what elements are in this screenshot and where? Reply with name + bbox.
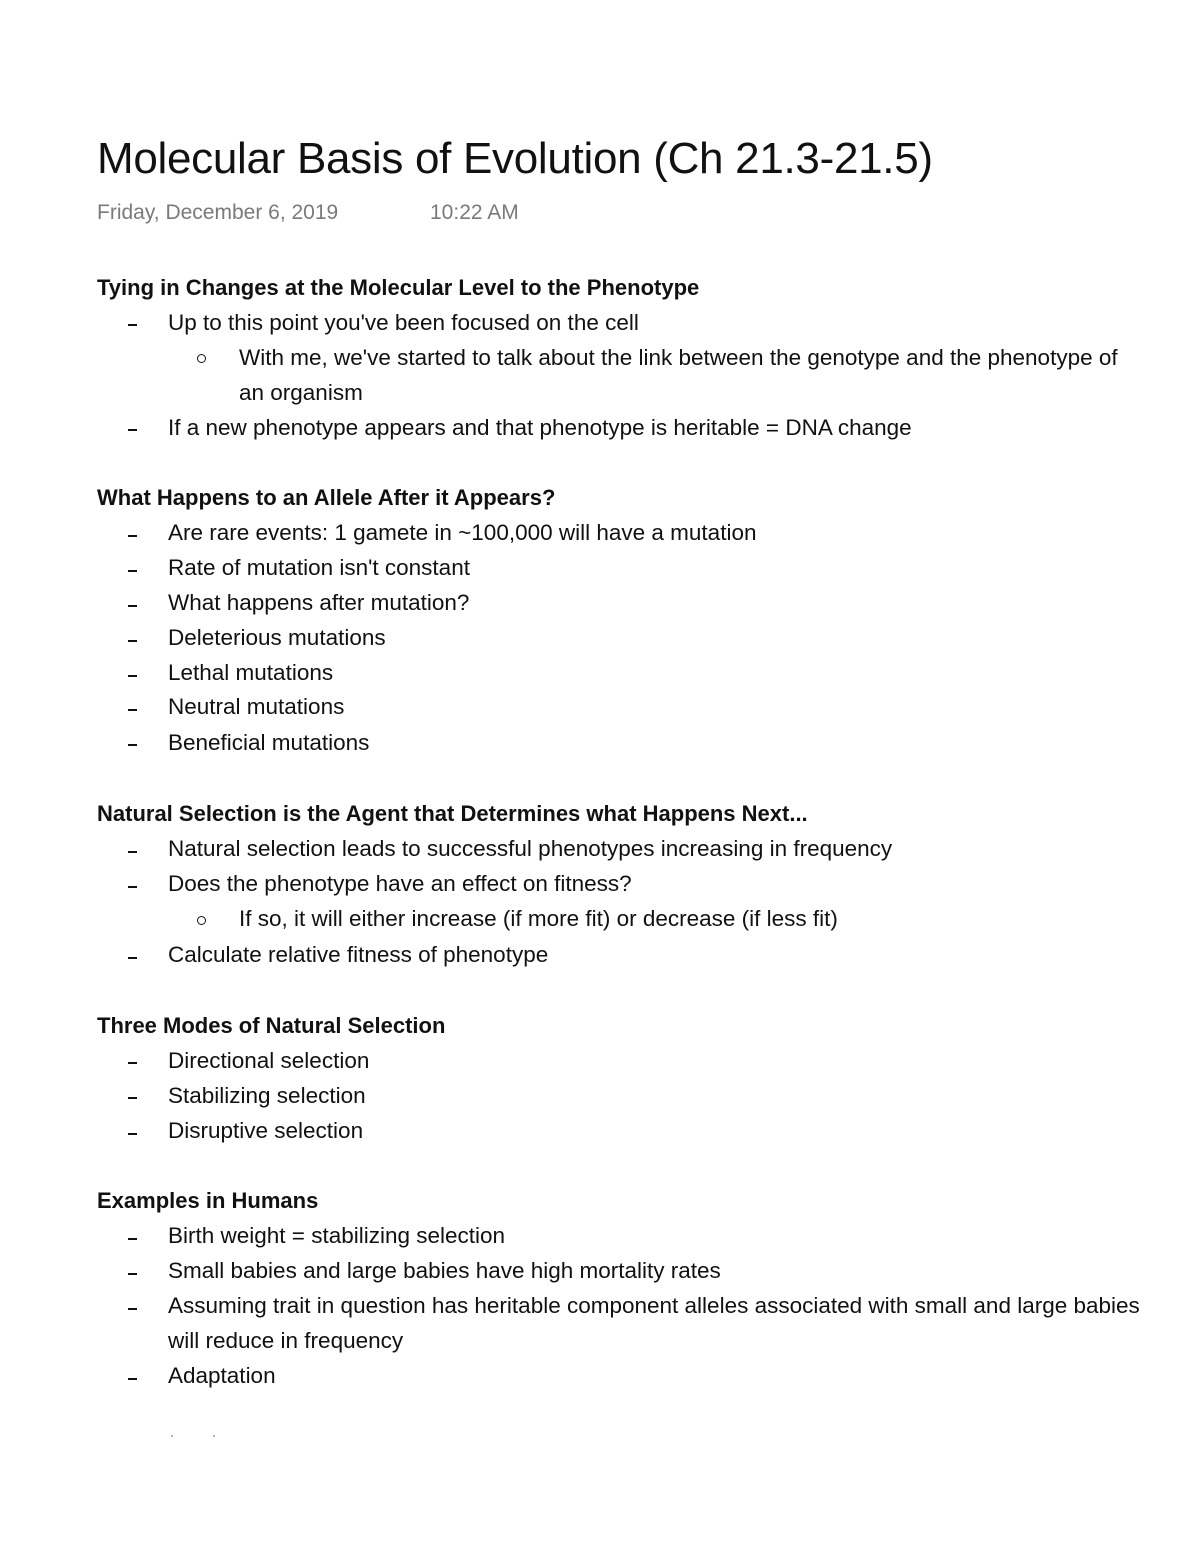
list-item: Disruptive selection xyxy=(168,1118,364,1143)
list-item: Neutral mutations xyxy=(168,694,345,719)
list-item: Directional selection xyxy=(168,1048,370,1073)
dash-bullet-icon xyxy=(128,675,137,677)
list-item: Beneficial mutations xyxy=(168,730,370,755)
dash-bullet-icon xyxy=(128,1308,137,1310)
list-item: Does the phenotype have an effect on fitness? xyxy=(168,871,632,896)
list-item: Calculate relative fitness of phenotype xyxy=(168,942,549,967)
dash-bullet-icon xyxy=(128,1097,137,1099)
dash-bullet-icon xyxy=(128,570,137,572)
list-item-continuation: an organism xyxy=(239,380,363,405)
page-title: Molecular Basis of Evolution (Ch 21.3-21.5) xyxy=(97,134,933,183)
list-item: With me, we've started to talk about the link between the genotype and the phenotype of xyxy=(239,345,1118,370)
dash-bullet-icon xyxy=(128,957,137,959)
dash-bullet-icon xyxy=(128,744,137,746)
dash-bullet-icon xyxy=(128,535,137,537)
dash-bullet-icon xyxy=(128,709,137,711)
note-time: 10:22 AM xyxy=(430,201,519,224)
dash-bullet-icon xyxy=(128,1133,137,1135)
scan-speck xyxy=(213,1435,215,1437)
dash-bullet-icon xyxy=(128,1273,137,1275)
scan-speck xyxy=(171,1435,173,1437)
dash-bullet-icon xyxy=(128,605,137,607)
section-heading: Natural Selection is the Agent that Determines what Happens Next... xyxy=(97,801,808,826)
section-heading: Three Modes of Natural Selection xyxy=(97,1013,446,1038)
dash-bullet-icon xyxy=(128,886,137,888)
list-item: Natural selection leads to successful phenotypes increasing in frequency xyxy=(168,836,893,861)
section-heading: Examples in Humans xyxy=(97,1188,319,1213)
list-item: If a new phenotype appears and that phenotype is heritable = DNA change xyxy=(168,415,912,440)
circle-bullet-icon xyxy=(197,354,206,363)
list-item: Rate of mutation isn't constant xyxy=(168,555,470,580)
list-item: Birth weight = stabilizing selection xyxy=(168,1223,506,1248)
dash-bullet-icon xyxy=(128,1378,137,1380)
dash-bullet-icon xyxy=(128,324,137,326)
list-item: Are rare events: 1 gamete in ~100,000 will have a mutation xyxy=(168,520,757,545)
list-item: Adaptation xyxy=(168,1363,276,1388)
dash-bullet-icon xyxy=(128,429,137,431)
list-item: Deleterious mutations xyxy=(168,625,386,650)
list-item: If so, it will either increase (if more fit) or decrease (if less fit) xyxy=(239,906,838,931)
note-date: Friday, December 6, 2019 xyxy=(97,201,339,224)
list-item: Stabilizing selection xyxy=(168,1083,366,1108)
list-item: What happens after mutation? xyxy=(168,590,470,615)
list-item: Small babies and large babies have high mortality rates xyxy=(168,1258,721,1283)
dash-bullet-icon xyxy=(128,1062,137,1064)
list-item: Up to this point you've been focused on the cell xyxy=(168,310,639,335)
list-item: Lethal mutations xyxy=(168,660,334,685)
section-heading: What Happens to an Allele After it Appears? xyxy=(97,485,556,510)
list-item-continuation: will reduce in frequency xyxy=(168,1328,404,1353)
dash-bullet-icon xyxy=(128,851,137,853)
section-heading: Tying in Changes at the Molecular Level to the Phenotype xyxy=(97,275,700,300)
circle-bullet-icon xyxy=(197,916,206,925)
dash-bullet-icon xyxy=(128,1238,137,1240)
list-item: Assuming trait in question has heritable component alleles associated with small and large babies xyxy=(168,1293,1140,1318)
dash-bullet-icon xyxy=(128,640,137,642)
